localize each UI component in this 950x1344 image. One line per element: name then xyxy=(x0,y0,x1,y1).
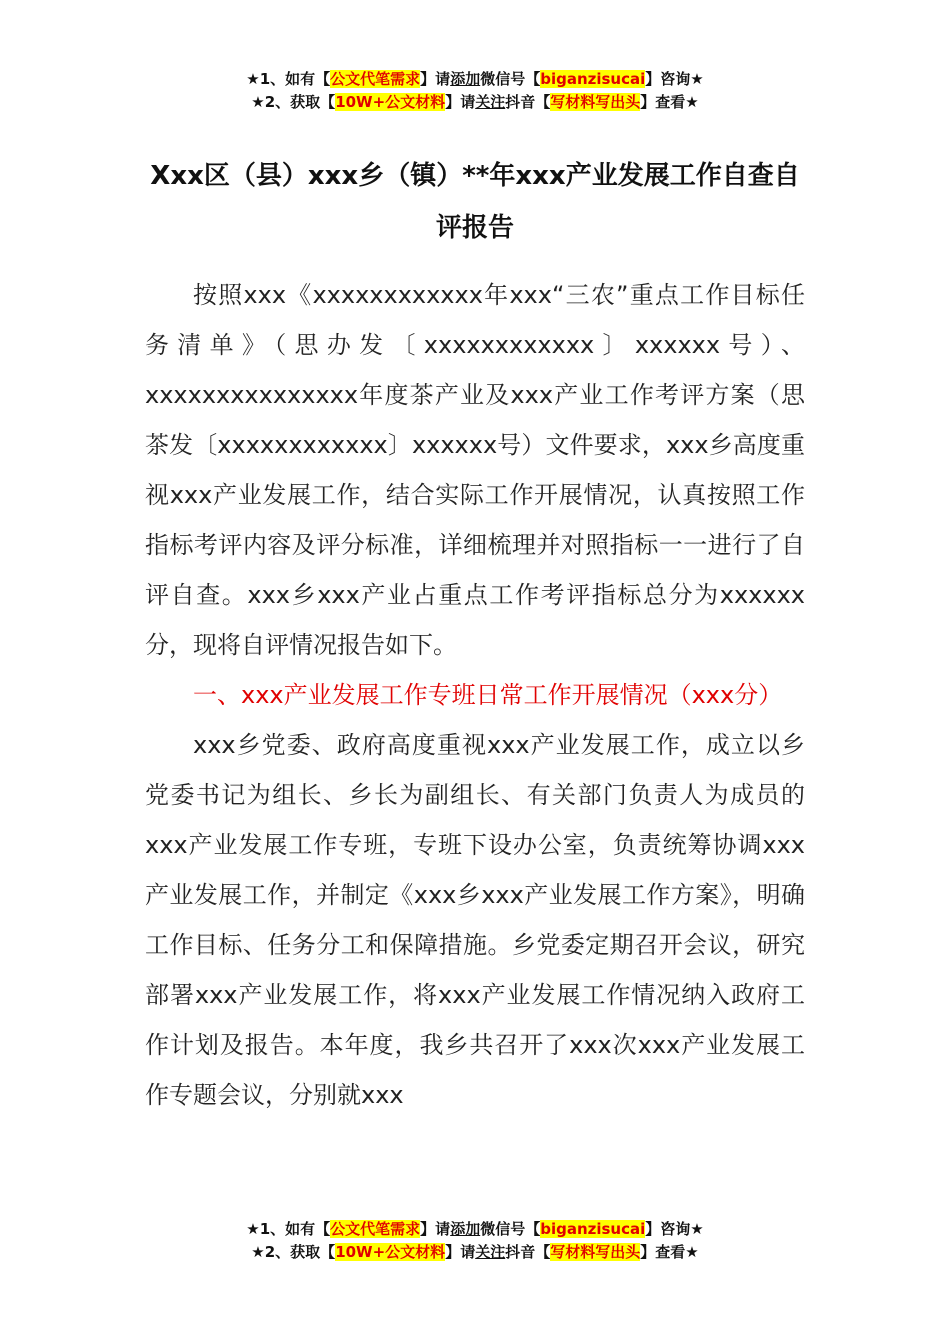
footer-highlight-service: 公文代笔需求 xyxy=(330,1220,421,1238)
footer-highlight-douyin: 写材料写出头 xyxy=(550,1243,641,1261)
banner-line-1: ★1、如有【公文代笔需求】请添加微信号【biganzisucai】咨询★ xyxy=(246,70,704,88)
highlight-materials: 10W+公文材料 xyxy=(335,93,446,111)
highlight-douyin: 写材料写出头 xyxy=(550,93,641,111)
footer-line-1: ★1、如有【公文代笔需求】请添加微信号【biganzisucai】咨询★ xyxy=(246,1220,704,1238)
footer-highlight-materials: 10W+公文材料 xyxy=(335,1243,446,1261)
footer-highlight-wechat-id: biganzisucai xyxy=(540,1220,646,1238)
banner-line-2: ★2、获取【10W+公文材料】请关注抖音【写材料写出头】查看★ xyxy=(251,93,699,111)
footer-banner xyxy=(0,1218,950,1264)
section-heading-1: 一、xxx产业发展工作专班日常工作开展情况（xxx分） xyxy=(193,681,783,709)
paragraph-section-1: xxx乡党委、政府高度重视xxx产业发展工作，成立以乡党委书记为组长、乡长为副组长、有关部门负责人为成员的xxx产业发展工作专班，专班下设办公室，负责统筹协调xxx产业发展工作，并制定《xxx乡xxx产业发展工作方案》，明确工作目标、任务分工和保障措施。乡党委定期召开会议，研究部署xxx产业发展工作，将xxx产业发展工作情况纳入政府工作计划及报告。本年度，我乡共召开了xxx次xxx产业发展工作专题会议，分别就xxx xyxy=(145,731,805,1109)
paragraph-intro: 按照xxx《xxxxxxxxxxxx年xxx“三农”重点工作目标任务清单》（思办发〔xxxxxxxxxxxx〕xxxxxx号）、xxxxxxxxxxxxxxx年度茶产业及xxx产业工作考评方案（思茶发〔xxxxxxxxxxxx〕xxxxxx号）文件要求，xxx乡高度重视xxx产业发展工作，结合实际工作开展情况，认真按照工作指标考评内容及评分标准，详细梳理并对照指标一一进行了自评自查。xxx乡xxx产业占重点工作考评指标总分为xxxxxx分，现将自评情况报告如下。 xyxy=(145,281,805,659)
highlight-wechat-id: biganzisucai xyxy=(540,70,646,88)
footer-line-2: ★2、获取【10W+公文材料】请关注抖音【写材料写出头】查看★ xyxy=(251,1243,699,1261)
highlight-service: 公文代笔需求 xyxy=(330,70,421,88)
document-title: Xxx区（县）xxx乡（镇）**年xxx产业发展工作自查自评报告 xyxy=(150,161,800,243)
header-banner xyxy=(0,68,950,114)
document-body xyxy=(145,270,805,1120)
